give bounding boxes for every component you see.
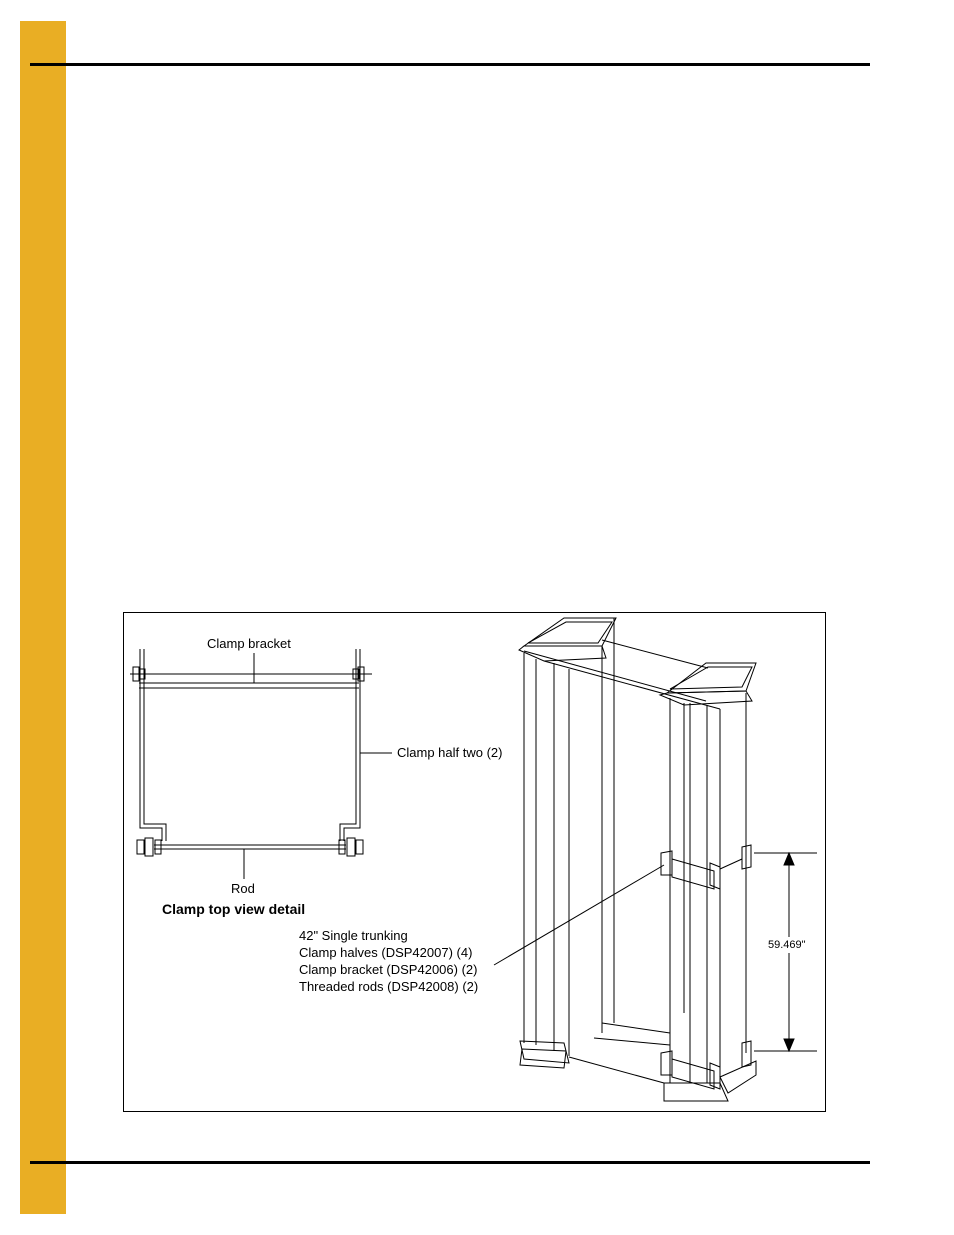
callout-line: Threaded rods (DSP42008) (2) [299, 979, 479, 994]
clamp-half-label: Clamp half two (2) [397, 745, 503, 760]
footer-rule [30, 1161, 870, 1164]
figure-drawing [124, 613, 827, 1113]
detail-title: Clamp top view detail [162, 901, 306, 917]
trunking-drawing [494, 618, 817, 1101]
callout-line: Clamp bracket (DSP42006) (2) [299, 962, 478, 977]
header-rule [30, 63, 870, 66]
callout-line: Clamp halves (DSP42007) (4) [299, 945, 473, 960]
trunking-clamp-figure [123, 612, 826, 1112]
clamp-bracket-label: Clamp bracket [207, 636, 291, 651]
dimension-label: 59.469" [768, 939, 806, 951]
clamp-top-view-drawing [130, 649, 392, 879]
chapter-side-tab [20, 21, 66, 1214]
parts-callout [299, 927, 478, 995]
callout-line: 42" Single trunking [299, 928, 408, 943]
rod-label: Rod [231, 881, 255, 896]
